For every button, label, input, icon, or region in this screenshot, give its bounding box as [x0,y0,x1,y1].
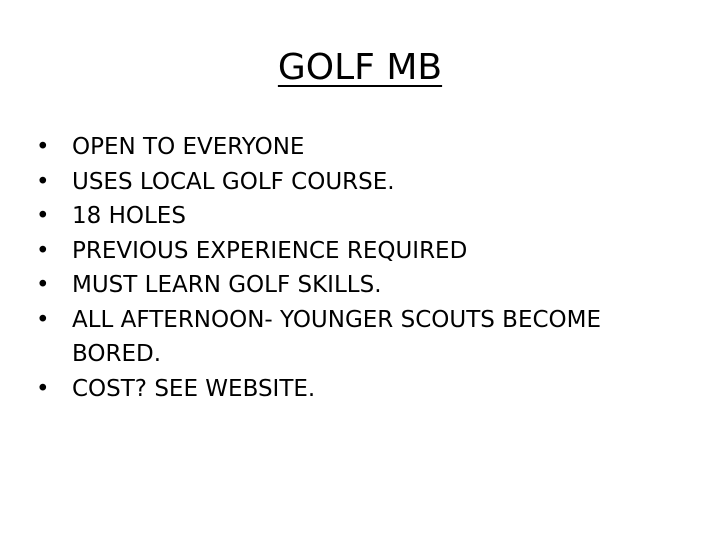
list-item [36,372,696,407]
bullet-text: PREVIOUS EXPERIENCE REQUIRED [72,237,468,264]
bullet-icon: • [36,134,50,160]
bullet-text: COST? SEE WEBSITE. [72,375,316,402]
list-item [36,268,696,303]
bullet-icon: • [36,375,50,402]
list-item [36,234,696,269]
slide-title-text: GOLF MB [277,47,443,88]
list-item [36,165,696,200]
bullet-text: 18 HOLES [72,203,186,229]
list-item [36,303,696,372]
list-item [36,130,696,165]
bullet-list [36,130,696,406]
bullet-icon: • [36,203,50,229]
bullet-icon: • [36,272,50,298]
bullet-text: OPEN TO EVERYONE [72,134,305,160]
bullet-icon: • [36,306,50,333]
list-item [36,199,696,234]
bullet-text: USES LOCAL GOLF COURSE. [72,168,395,195]
bullet-icon: • [36,168,50,195]
bullet-icon: • [36,237,50,264]
slide-title [0,42,720,94]
bullet-text: MUST LEARN GOLF SKILLS. [72,272,382,298]
bullet-text: ALL AFTERNOON- YOUNGER SCOUTS BECOME BORED. [72,306,602,367]
